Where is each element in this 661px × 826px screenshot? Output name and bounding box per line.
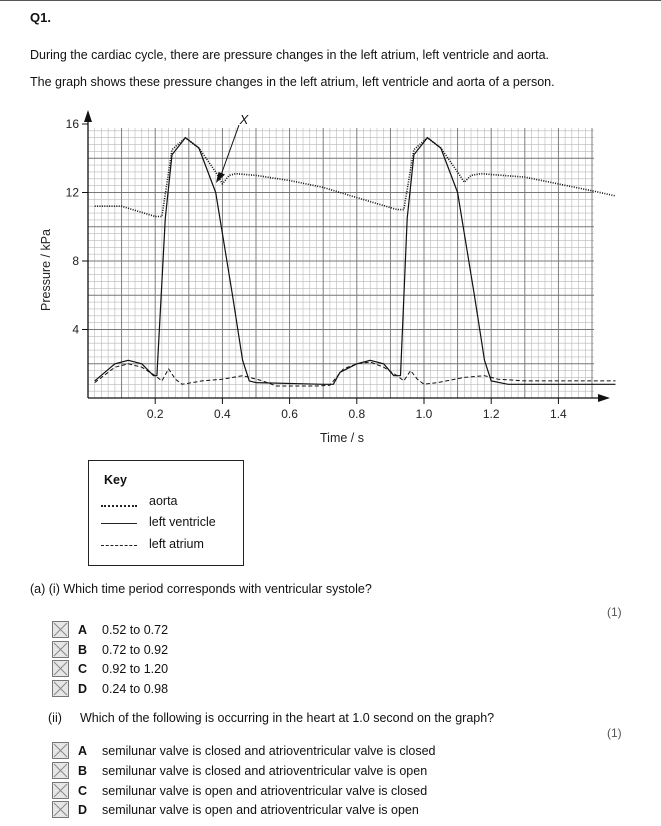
key-ventricle-swatch — [101, 523, 137, 524]
option-text: 0.52 to 0.72 — [102, 623, 169, 637]
question-number: Q1. — [30, 10, 51, 25]
x-tick-label: 1.4 — [550, 407, 567, 421]
annotation-pointer — [221, 125, 239, 175]
chart-series — [95, 138, 616, 386]
intro-text: During the cardiac cycle, there are pressure changes in the left atrium, left ventricle and aorta. — [30, 48, 550, 62]
x-tick-label: 0.2 — [146, 407, 164, 421]
y-axis-arrow — [84, 110, 92, 122]
answer-checkbox[interactable] — [52, 762, 69, 779]
question-a-i: (a) (i) Which time period corresponds with ventricular systole? — [30, 582, 372, 596]
x-tick-label: 1.0 — [415, 407, 433, 421]
option-text: 0.92 to 1.20 — [102, 662, 169, 676]
question-a-ii: Which of the following is occurring in the heart at 1.0 second on the graph? — [80, 711, 495, 725]
option-letter: C — [78, 662, 88, 676]
option-text: 0.24 to 0.98 — [102, 681, 169, 696]
series-line-aorta — [95, 138, 616, 217]
y-tick-label: 8 — [72, 254, 79, 268]
chart-annotation — [216, 112, 250, 183]
key-aorta-label: aorta — [149, 494, 178, 508]
y-tick-label: 4 — [72, 322, 79, 337]
option-letter: A — [78, 744, 88, 758]
answer-checkbox[interactable] — [52, 641, 69, 658]
marks-a-ii: (1) — [607, 726, 622, 740]
y-tick-label: 16 — [65, 117, 79, 131]
key-title: Key — [104, 473, 127, 487]
marks-a-i: (1) — [607, 605, 622, 619]
annotation-label: X — [239, 112, 249, 127]
answer-checkbox[interactable] — [52, 621, 69, 638]
option-text: 0.72 to 0.92 — [102, 642, 169, 657]
key-aorta-swatch — [101, 505, 137, 507]
option-text: semilunar valve is closed and atrioventricular valve is closed — [102, 744, 436, 758]
option-letter: A — [78, 623, 88, 637]
key-ventricle-label: left ventricle — [149, 515, 216, 529]
option-text: semilunar valve is open and atrioventricular valve is open — [102, 803, 419, 818]
x-axis-title: Time / s — [320, 431, 364, 445]
y-axis-title: Pressure / kPa — [39, 229, 53, 311]
answer-checkbox[interactable] — [52, 782, 69, 799]
x-tick-label: 1.2 — [482, 407, 500, 421]
question-a-ii-label: (ii) — [48, 711, 62, 725]
option-letter: C — [78, 783, 88, 798]
key-atrium-swatch — [101, 545, 137, 546]
graph-description: The graph shows these pressure changes in the left atrium, left ventricle and aorta of a person. — [30, 75, 555, 89]
answer-checkbox[interactable] — [52, 680, 69, 697]
answer-checkbox[interactable] — [52, 801, 69, 818]
option-letter: B — [78, 642, 88, 657]
option-letter: B — [78, 763, 88, 778]
x-tick-label: 0.4 — [214, 407, 231, 421]
key-atrium-label: left atrium — [149, 537, 204, 551]
series-line-left-atrium — [95, 362, 616, 386]
option-letter: D — [78, 681, 88, 696]
answer-checkbox[interactable] — [52, 742, 69, 759]
chart-grid — [88, 128, 594, 398]
y-tick-label: 12 — [65, 185, 79, 200]
option-text: semilunar valve is closed and atrioventricular valve is open — [102, 763, 428, 778]
x-tick-label: 0.8 — [348, 407, 366, 421]
option-letter: D — [78, 803, 88, 818]
option-text: semilunar valve is open and atrioventricular valve is closed — [102, 783, 428, 798]
grid-minor-lines — [88, 128, 594, 398]
x-axis-arrow — [598, 394, 610, 402]
chart-key — [88, 460, 244, 566]
answer-checkbox[interactable] — [52, 660, 69, 677]
x-tick-label: 0.6 — [281, 407, 298, 421]
